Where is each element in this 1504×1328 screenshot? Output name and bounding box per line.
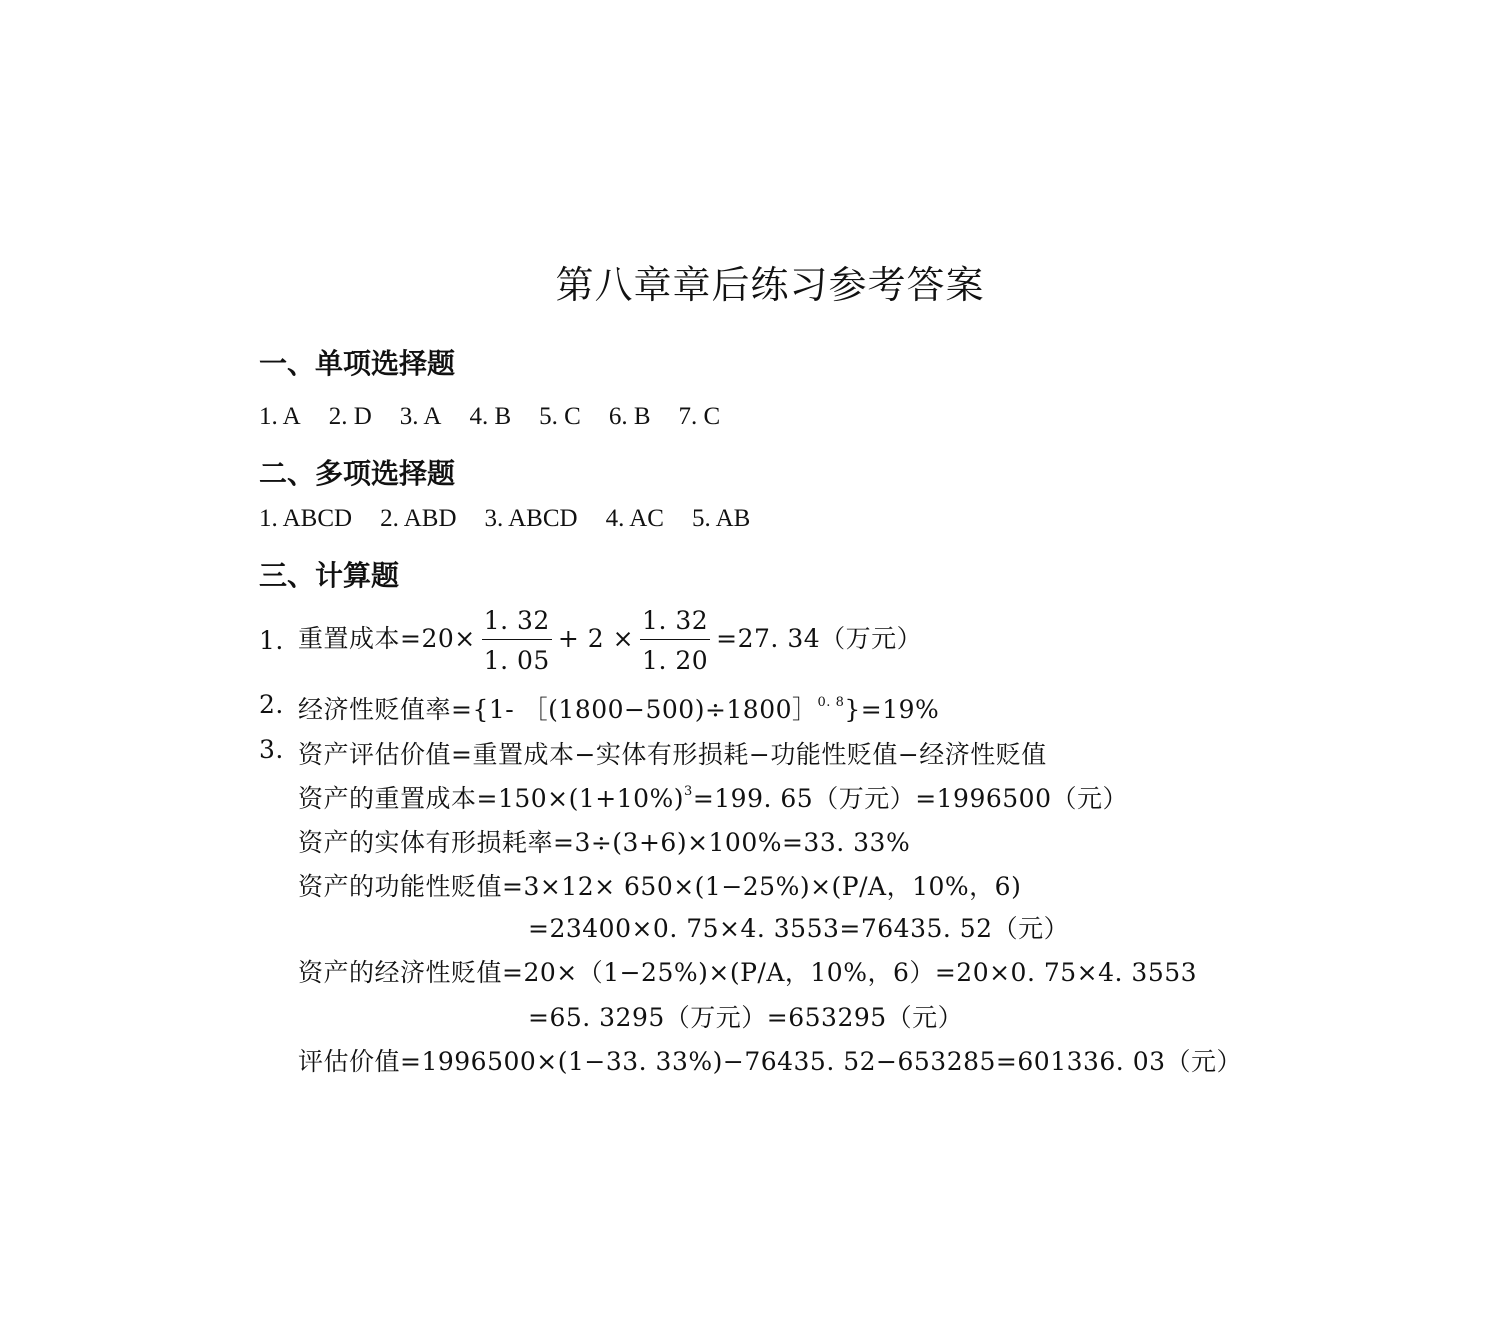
fraction-denominator: 1. 20 (642, 646, 709, 675)
q3-line-3: 资产的实体有形损耗率=3÷(3+6)×100%=33. 33% (298, 828, 911, 857)
q2-exponent: 0. 8 (817, 695, 845, 710)
q1-prefix: 重置成本=20× (298, 624, 476, 653)
answer-item: 2. ABD (380, 505, 457, 532)
multiple-choice-answers (259, 505, 778, 533)
answer-item: 6. B (608, 403, 651, 430)
q2-formula (298, 690, 939, 726)
q1-number: 1. (259, 626, 284, 655)
answer-item: 4. AC (605, 505, 664, 532)
answer-item: 2. D (328, 403, 372, 430)
q3-line-5: =23400×0. 75×4. 3553=76435. 52（元） (528, 914, 1070, 943)
answer-item: 1. ABCD (259, 505, 353, 532)
q2-main: 经济性贬值率={1- ［(1800−500)÷1800］ (298, 695, 818, 724)
q2-number: 2. (259, 690, 284, 719)
answer-item: 1. A (259, 403, 301, 430)
q3-line-2-main: 资产的重置成本=150×(1+10%) (298, 784, 685, 813)
answer-item: 7. C (678, 403, 721, 430)
q3-line-2-tail: =199. 65（万元）=1996500（元） (692, 784, 1128, 813)
section-heading-single-choice: 一、单项选择题 (259, 347, 456, 380)
single-choice-answers (259, 403, 748, 431)
fraction-numerator: 1. 32 (640, 606, 710, 640)
q3-line-2 (298, 779, 1128, 815)
q1-formula (298, 606, 922, 675)
q1-fraction-2 (640, 606, 710, 675)
q3-line-8: 评估价值=1996500×(1−33. 33%)−76435. 52−653285=601336. 03（元） (298, 1047, 1243, 1076)
q1-mid: + 2 × (557, 624, 635, 653)
fraction-numerator: 1. 32 (482, 606, 552, 640)
q3-line-2-exponent: 3 (684, 784, 693, 799)
q3-line-7: =65. 3295（万元）=653295（元） (528, 1003, 964, 1032)
answer-item: 4. B (469, 403, 512, 430)
q1-fraction-1 (482, 606, 552, 675)
q2-tail: }=19% (844, 695, 940, 724)
q3-number: 3. (259, 735, 284, 764)
answer-item: 3. A (399, 403, 442, 430)
answer-item: 5. AB (691, 505, 751, 532)
section-heading-multiple-choice: 二、多项选择题 (259, 457, 456, 490)
section-heading-calculation: 三、计算题 (259, 559, 400, 592)
q3-line-1: 资产评估价值=重置成本−实体有形损耗−功能性贬值−经济性贬值 (298, 740, 1047, 769)
answer-item: 3. ABCD (484, 505, 578, 532)
fraction-denominator: 1. 05 (483, 646, 550, 675)
q3-line-4: 资产的功能性贬值=3×12× 650×(1−25%)×(P/A，10%，6) (298, 872, 1022, 901)
page-title: 第八章章后练习参考答案 (555, 263, 985, 307)
q3-line-6: 资产的经济性贬值=20×（1−25%)×(P/A，10%，6）=20×0. 75×4. 3553 (298, 958, 1198, 987)
q1-suffix: =27. 34（万元） (716, 624, 923, 653)
answer-item: 5. C (539, 403, 581, 430)
